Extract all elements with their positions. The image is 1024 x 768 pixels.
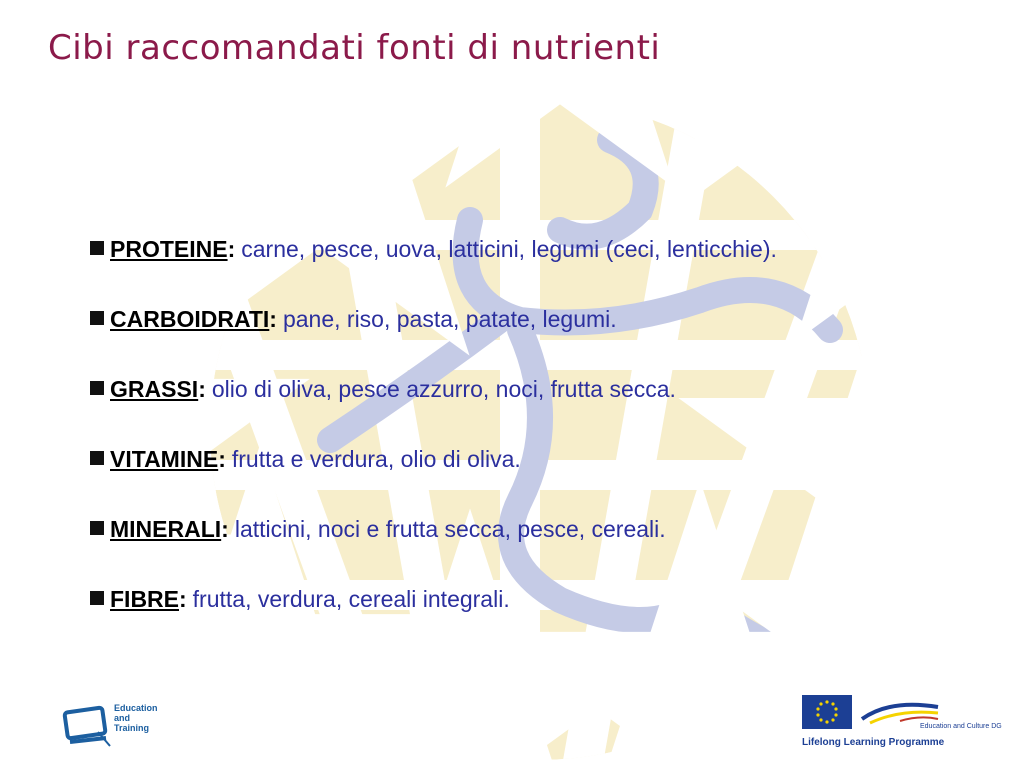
bullet-square-icon [90,591,104,605]
list-item [90,586,990,656]
nutrient-sources: olio di oliva, pesce azzurro, noci, frutta secca. [211,376,676,402]
list-item [90,446,990,516]
bullet-square-icon [90,381,104,395]
term-colon: : [198,376,206,402]
nutrient-term: CARBOIDRATI [110,306,270,332]
nutrient-sources: latticini, noci e frutta secca, pesce, cereali. [234,516,666,542]
nutrient-list [90,236,990,656]
list-item [90,306,990,376]
nutrient-term: GRASSI [110,376,199,402]
eu-programme-logo [802,695,1002,755]
programme-label: Lifelong Learning Programme [802,737,945,748]
nutrient-sources: carne, pesce, uova, latticini, legumi (ceci, lenticchie). [241,236,777,262]
computer-icon [62,702,114,750]
term-colon: : [221,516,229,542]
term-colon: : [179,586,187,612]
bullet-square-icon [90,451,104,465]
bullet-square-icon [90,521,104,535]
term-colon: : [218,446,226,472]
eu-flag-icon [802,695,852,729]
page-title: Cibi raccomandati fonti di nutrienti [48,28,661,68]
nutrient-term: FIBRE [110,586,179,612]
bullet-square-icon [90,241,104,255]
bullet-square-icon [90,311,104,325]
list-item [90,376,990,446]
nutrient-sources: frutta e verdura, olio di oliva. [231,446,521,472]
list-item [90,516,990,586]
term-colon: : [269,306,277,332]
nutrient-term: PROTEINE [110,236,228,262]
nutrient-term: MINERALI [110,516,222,542]
nutrient-sources: pane, riso, pasta, patate, legumi. [282,306,617,332]
nutrient-sources: frutta, verdura, cereali integrali. [192,586,510,612]
logo-text: Education and Training [114,703,158,733]
dept-label: Education and Culture DG [920,723,1002,730]
education-training-logo [62,700,172,755]
nutrient-term: VITAMINE [110,446,219,472]
term-colon: : [227,236,236,262]
list-item [90,236,990,306]
